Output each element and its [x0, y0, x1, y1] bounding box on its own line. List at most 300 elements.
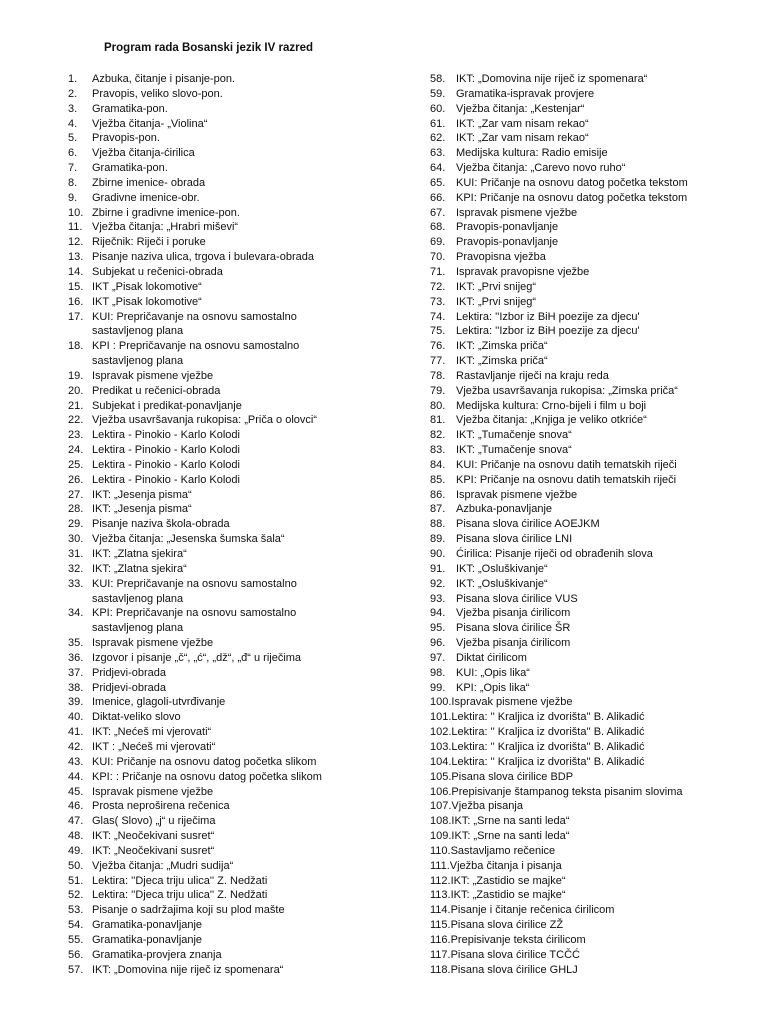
- lesson-text: Vježba čitanja: „Knjiga je veliko otkriće“: [456, 414, 647, 427]
- lesson-text: Vježba čitanja: „Hrabri miševi“: [92, 221, 239, 234]
- lesson-number: 61.: [430, 117, 446, 130]
- lesson-text: IKT „Pisak lokomotive“: [92, 280, 202, 293]
- lesson-text: IKT: „Osluškivanje“: [456, 577, 548, 590]
- lesson-text: IKT: „Nećeš mi vjerovati“: [92, 726, 212, 739]
- lesson-item: [430, 740, 740, 755]
- lesson-number: 99.: [430, 681, 446, 694]
- lesson-text: Pisana slova ćirilice LNI: [456, 533, 573, 546]
- lesson-number: 67.: [430, 206, 446, 219]
- lesson-text: Ispravak pismene vježbe: [92, 785, 214, 798]
- lesson-text: Pravopis-ponavljanje: [456, 236, 559, 249]
- lesson-text: IKT: „Tumačenje snova“: [456, 444, 572, 457]
- lesson-item: [430, 339, 740, 354]
- lesson-item: [68, 146, 368, 161]
- lesson-number: 95.: [430, 622, 446, 635]
- lesson-item: [68, 473, 368, 488]
- lesson-number: 26.: [68, 473, 84, 486]
- lesson-number: 53.: [68, 904, 84, 917]
- lesson-item: [68, 517, 368, 532]
- lesson-item: [430, 502, 740, 517]
- lesson-item: [430, 888, 740, 903]
- lesson-number: 115.: [430, 919, 451, 932]
- lesson-item: [430, 235, 740, 250]
- lesson-text: Riječnik: Riječi i poruke: [92, 236, 206, 249]
- lesson-text: Pridjevi-obrada: [92, 666, 166, 679]
- lesson-item: [68, 814, 368, 829]
- page-title: Program rada Bosanski jezik IV razred: [104, 42, 314, 54]
- lesson-text: IKT: „Prvi snijeg“: [456, 295, 537, 308]
- lesson-number: 8.: [68, 176, 78, 189]
- lesson-item: [68, 903, 368, 918]
- lesson-text: KUI: Pričanje na osnovu datog početka slikom: [92, 755, 317, 768]
- lesson-item: [68, 413, 368, 428]
- lesson-item: [68, 547, 368, 562]
- lesson-item: [430, 532, 740, 547]
- lesson-text: KPI: „Opis lika“: [456, 681, 530, 694]
- lesson-item: [68, 502, 368, 517]
- lesson-number: 109.: [430, 830, 452, 843]
- lesson-number: 27.: [68, 488, 84, 501]
- lesson-text: IKT: „Domovina nije riječ iz spomenara“: [456, 73, 648, 85]
- lesson-item: [430, 250, 740, 265]
- lesson-text: Vježba čitanja-ćirilica: [92, 147, 195, 160]
- lesson-number: 75.: [430, 325, 446, 338]
- lesson-number: 59.: [430, 87, 446, 100]
- lesson-item: [68, 280, 368, 295]
- lesson-item: [430, 517, 740, 532]
- lesson-text: Lektira - Pinokio - Karlo Kolodi: [92, 458, 240, 471]
- lesson-item: [430, 369, 740, 384]
- lesson-number: 107.: [430, 800, 452, 813]
- lesson-text: IKT: „Zimska priča“: [456, 340, 548, 353]
- lesson-text: Pridjevi-obrada: [92, 681, 166, 694]
- lesson-item: [430, 651, 740, 666]
- lesson-text: Pisana slova ćirilice VUS: [456, 592, 578, 605]
- lesson-number: 116.: [430, 933, 451, 946]
- lesson-number: 96.: [430, 637, 446, 650]
- lesson-item: [68, 339, 368, 369]
- lesson-number: 62.: [430, 132, 446, 145]
- lesson-number: 57.: [68, 963, 84, 976]
- lesson-item: [68, 532, 368, 547]
- lesson-text: IKT: „Zlatna sjekira“: [92, 548, 187, 560]
- lesson-item: [430, 384, 740, 399]
- lesson-text: Pisana slova ćirilice ZŽ: [450, 919, 564, 932]
- lesson-text: Lektira - Pinokio - Karlo Kolodi: [92, 429, 240, 442]
- lesson-number: 71.: [430, 265, 446, 278]
- lesson-text: Izgovor i pisanje „č“, „ć“, „dž“, „đ“ u riječima: [92, 651, 302, 664]
- lesson-text: Lektira: '' Kraljica iz dvorišta'' B. Alikadić: [451, 726, 645, 739]
- lesson-number: 11.: [68, 221, 83, 234]
- lesson-item: [430, 874, 740, 889]
- lesson-number: 105.: [430, 770, 452, 783]
- lesson-number: 73.: [430, 295, 446, 308]
- lesson-number: 86.: [430, 488, 446, 501]
- lesson-text: Pravopis, veliko slovo-pon.: [92, 87, 223, 100]
- lesson-item: [68, 161, 368, 176]
- lesson-item: [68, 102, 368, 117]
- lesson-item: [430, 844, 740, 859]
- lesson-number: 21.: [68, 399, 84, 412]
- lesson-number: 42.: [68, 740, 84, 753]
- lesson-item: [430, 681, 740, 696]
- lesson-number: 87.: [430, 503, 446, 516]
- lesson-number: 33.: [68, 577, 84, 590]
- lesson-item: [430, 310, 740, 325]
- lesson-number: 4.: [68, 117, 78, 130]
- lesson-number: 69.: [430, 236, 446, 249]
- lesson-number: 111.: [430, 859, 450, 872]
- lesson-item: [68, 488, 368, 503]
- lesson-text: Ispravak pismene vježbe: [456, 206, 578, 219]
- lesson-text: IKT: „Zar vam nisam rekao“: [456, 117, 589, 130]
- lesson-item: [430, 146, 740, 161]
- lesson-number: 114.: [430, 904, 451, 917]
- lesson-number: 94.: [430, 607, 446, 620]
- lesson-item: [430, 176, 740, 191]
- lesson-item: [68, 963, 368, 978]
- lesson-item: [68, 72, 368, 87]
- lesson-item: [430, 933, 740, 948]
- lesson-number: 24.: [68, 444, 84, 457]
- lesson-list-left: [68, 72, 368, 977]
- lesson-item: [68, 428, 368, 443]
- lesson-text: KPI : Prepričavanje na osnovu samostalno sastavljenog plana: [92, 340, 300, 368]
- lesson-item: [430, 280, 740, 295]
- lesson-item: [68, 250, 368, 265]
- lesson-item: [68, 710, 368, 725]
- lesson-number: 31.: [68, 548, 84, 560]
- lesson-number: 52.: [68, 889, 84, 902]
- lesson-text: IKT: „Zimska priča“: [456, 355, 548, 368]
- lesson-item: [430, 799, 740, 814]
- lesson-item: [430, 547, 740, 562]
- lesson-number: 32.: [68, 562, 84, 575]
- lesson-item: [430, 399, 740, 414]
- lesson-text: Vježba čitanja: „Jesenska šumska šala“: [92, 533, 285, 546]
- lesson-text: Pisana slova ćirilice TCČĆ: [450, 948, 580, 961]
- lesson-text: Pisana slova ćirilice AOEJKM: [456, 518, 600, 531]
- lesson-text: Pravopis-pon.: [92, 132, 160, 145]
- lesson-item: [430, 621, 740, 636]
- lesson-text: Pravopisna vježba: [456, 251, 546, 264]
- lesson-number: 34.: [68, 607, 84, 620]
- lesson-number: 85.: [430, 473, 446, 486]
- lesson-item: [430, 948, 740, 963]
- lesson-number: 97.: [430, 651, 446, 664]
- lesson-number: 108.: [430, 815, 452, 828]
- lesson-text: Ispravak pismene vježbe: [92, 369, 214, 382]
- lesson-number: 60.: [430, 102, 446, 115]
- lesson-item: [430, 458, 740, 473]
- lesson-number: 46.: [68, 800, 84, 813]
- lesson-number: 39.: [68, 696, 84, 709]
- lesson-number: 14.: [68, 265, 84, 278]
- lesson-item: [430, 131, 740, 146]
- lesson-item: [68, 725, 368, 740]
- lesson-item: [68, 844, 368, 859]
- lesson-text: IKT: „Prvi snijeg“: [456, 280, 537, 293]
- lesson-text: Gramatika-provjera znanja: [92, 948, 222, 961]
- lesson-item: [68, 562, 368, 577]
- lesson-item: [430, 770, 740, 785]
- lesson-item: [430, 963, 740, 978]
- lesson-number: 76.: [430, 340, 446, 353]
- lesson-number: 7.: [68, 162, 78, 175]
- lesson-number: 58.: [430, 73, 446, 85]
- lesson-text: IKT: „Neočekivani susret“: [92, 844, 215, 857]
- lesson-number: 29.: [68, 518, 84, 531]
- lesson-text: KUI: „Opis lika“: [456, 666, 530, 679]
- lesson-number: 79.: [430, 384, 446, 397]
- lesson-item: [68, 206, 368, 221]
- lesson-text: Subjekat u rečenici-obrada: [92, 265, 223, 278]
- lesson-item: [68, 131, 368, 146]
- lesson-number: 80.: [430, 399, 446, 412]
- lesson-item: [430, 577, 740, 592]
- lesson-text: Ispravak pismene vježbe: [451, 696, 573, 709]
- lesson-item: [430, 814, 740, 829]
- lesson-text: KUI: Pričanje na osnovu datih tematskih riječi: [456, 458, 677, 471]
- lesson-number: 84.: [430, 458, 446, 471]
- lesson-text: Lektira: ''Djeca triju ulica'' Z. Nedžati: [92, 874, 268, 887]
- lesson-text: Gramatika-pon.: [92, 162, 168, 175]
- lesson-text: IKT: „Tumačenje snova“: [456, 429, 572, 442]
- lesson-item: [430, 695, 740, 710]
- lesson-item: [68, 399, 368, 414]
- lesson-number: 106.: [430, 785, 452, 798]
- lesson-text: Gramatika-ponavljanje: [92, 933, 203, 946]
- lesson-text: Gradivne imenice-obr.: [92, 191, 200, 204]
- lesson-item: [430, 443, 740, 458]
- lesson-item: [68, 443, 368, 458]
- lesson-item: [68, 176, 368, 191]
- lesson-number: 56.: [68, 948, 84, 961]
- lesson-text: KPI: Prepričavanje na osnovu samostalno sastavljenog plana: [92, 607, 297, 635]
- lesson-number: 19.: [68, 369, 84, 382]
- lesson-number: 49.: [68, 844, 84, 857]
- lesson-item: [430, 324, 740, 339]
- lesson-item: [68, 191, 368, 206]
- lesson-text: Prosta neproširena rečenica: [92, 800, 230, 813]
- lesson-text: Vježba usavršavanja rukopisa: „Zimska priča“: [456, 384, 678, 397]
- lesson-text: Gramatika-ispravak provjere: [456, 87, 595, 100]
- lesson-item: [68, 651, 368, 666]
- lesson-text: KUI: Prepričavanje na osnovu samostalno sastavljenog plana: [92, 310, 297, 338]
- lesson-item: [430, 606, 740, 621]
- lesson-item: [430, 755, 740, 770]
- lesson-number: 63.: [430, 147, 446, 160]
- lesson-item: [430, 829, 740, 844]
- lesson-item: [430, 636, 740, 651]
- lesson-item: [430, 206, 740, 221]
- lesson-item: [68, 918, 368, 933]
- lesson-number: 37.: [68, 666, 84, 679]
- lesson-text: Medijska kultura: Radio emisije: [456, 147, 608, 160]
- lesson-text: Subjekat i predikat-ponavljanje: [92, 399, 242, 412]
- lesson-text: IKT: „Jesenja pisma“: [92, 503, 192, 516]
- lesson-number: 44.: [68, 770, 84, 783]
- lesson-number: 117.: [430, 948, 451, 961]
- lesson-text: Gramatika-pon.: [92, 102, 168, 115]
- lesson-item: [68, 666, 368, 681]
- lesson-item: [430, 72, 740, 87]
- lesson-text: KUI: Pričanje na osnovu datog početka tekstom: [456, 176, 688, 189]
- lesson-text: IKT: „Zastidio se majke“: [450, 874, 566, 887]
- lesson-number: 90.: [430, 548, 446, 560]
- lesson-number: 38.: [68, 681, 84, 694]
- lesson-number: 110.: [430, 844, 451, 857]
- lesson-item: [430, 473, 740, 488]
- lesson-text: Vježba čitanja: „Mudri sudija“: [92, 859, 234, 872]
- lesson-text: Ćirilica: Pisanje riječi od obrađenih slova: [456, 548, 653, 560]
- lesson-item: [68, 310, 368, 340]
- lesson-text: IKT „Pisak lokomotive“: [92, 295, 202, 308]
- lesson-list-right: [430, 72, 740, 977]
- lesson-text: Glas( Slovo) „j“ u riječima: [92, 815, 216, 828]
- lesson-item: [68, 265, 368, 280]
- lesson-text: Prepisivanje štampanog teksta pisanim slovima: [451, 785, 683, 798]
- lesson-item: [430, 428, 740, 443]
- lesson-text: Ispravak pismene vježbe: [92, 637, 214, 650]
- lesson-item: [430, 191, 740, 206]
- lesson-text: Prepisivanje teksta ćirilicom: [450, 933, 586, 946]
- lesson-number: 48.: [68, 830, 84, 843]
- lesson-text: IKT: „Srne na santi leda“: [451, 830, 570, 843]
- lesson-number: 3.: [68, 102, 78, 115]
- lesson-number: 70.: [430, 251, 446, 264]
- lesson-item: [68, 829, 368, 844]
- lesson-text: KPI: Pričanje na osnovu datih tematskih riječi: [456, 473, 677, 486]
- lesson-number: 22.: [68, 414, 84, 427]
- lesson-item: [430, 161, 740, 176]
- lesson-text: Azbuka-ponavljanje: [456, 503, 553, 516]
- lesson-number: 47.: [68, 815, 84, 828]
- lesson-item: [430, 413, 740, 428]
- lesson-item: [68, 755, 368, 770]
- lesson-item: [68, 695, 368, 710]
- lesson-text: Lektira - Pinokio - Karlo Kolodi: [92, 444, 240, 457]
- lesson-item: [68, 458, 368, 473]
- lesson-item: [430, 295, 740, 310]
- lesson-number: 64.: [430, 162, 446, 175]
- lesson-item: [430, 265, 740, 280]
- lesson-number: 25.: [68, 458, 84, 471]
- lesson-number: 77.: [430, 355, 446, 368]
- lesson-number: 82.: [430, 429, 446, 442]
- lesson-item: [68, 636, 368, 651]
- lesson-number: 35.: [68, 637, 84, 650]
- lesson-number: 103.: [430, 740, 452, 753]
- lesson-text: Azbuka, čitanje i pisanje-pon.: [92, 73, 236, 85]
- lesson-text: Ispravak pravopisne vježbe: [456, 265, 590, 278]
- lesson-item: [430, 87, 740, 102]
- lesson-item: [68, 740, 368, 755]
- lesson-number: 81.: [430, 414, 446, 427]
- lesson-number: 78.: [430, 369, 446, 382]
- lesson-number: 88.: [430, 518, 446, 531]
- lesson-item: [68, 888, 368, 903]
- lesson-text: Diktat ćirilicom: [456, 651, 527, 664]
- lesson-item: [430, 725, 740, 740]
- lesson-item: [68, 859, 368, 874]
- lesson-number: 15.: [68, 280, 84, 293]
- lesson-text: IKT: „Osluškivanje“: [456, 562, 548, 575]
- lesson-number: 54.: [68, 919, 84, 932]
- lesson-text: Vježba čitanja i pisanja: [449, 859, 562, 872]
- lesson-text: Vježba pisanja ćirilicom: [456, 637, 571, 650]
- lesson-text: Imenice, glagoli-utvrđivanje: [92, 696, 226, 709]
- lesson-number: 65.: [430, 176, 446, 189]
- lesson-number: 13.: [68, 251, 84, 264]
- lesson-item: [430, 592, 740, 607]
- lesson-item: [430, 710, 740, 725]
- lesson-text: KPI: Pričanje na osnovu datog početka tekstom: [456, 191, 688, 204]
- lesson-number: 30.: [68, 533, 84, 546]
- lesson-text: KPI: : Pričanje na osnovu datog početka slikom: [92, 770, 322, 783]
- lesson-text: IKT: „Zastidio se majke“: [450, 889, 566, 902]
- lesson-item: [68, 295, 368, 310]
- lesson-number: 41.: [68, 726, 84, 739]
- lesson-number: 113.: [430, 889, 451, 902]
- lesson-text: Vježba čitanja: „Carevo novo ruho“: [456, 162, 626, 175]
- lesson-item: [68, 235, 368, 250]
- lesson-text: Diktat-veliko slovo: [92, 711, 181, 724]
- lesson-text: IKT: „Zar vam nisam rekao“: [456, 132, 589, 145]
- lesson-item: [68, 384, 368, 399]
- lesson-item: [430, 354, 740, 369]
- lesson-number: 16.: [68, 295, 84, 308]
- lesson-text: IKT: „Neočekivani susret“: [92, 830, 215, 843]
- lesson-text: IKT: „Domovina nije riječ iz spomenara“: [92, 963, 284, 976]
- lesson-number: 68.: [430, 221, 446, 234]
- lesson-number: 43.: [68, 755, 84, 768]
- lesson-text: IKT: „Srne na santi leda“: [451, 815, 570, 828]
- lesson-number: 51.: [68, 874, 84, 887]
- lesson-number: 40.: [68, 711, 84, 724]
- lesson-number: 66.: [430, 191, 446, 204]
- lesson-number: 12.: [68, 236, 84, 249]
- lesson-text: IKT: „Zlatna sjekira“: [92, 562, 187, 575]
- lesson-item: [430, 666, 740, 681]
- lesson-text: Pisanje naziva ulica, trgova i bulevara-obrada: [92, 251, 314, 264]
- lesson-text: Zbirne i gradivne imenice-pon.: [92, 206, 240, 219]
- lesson-number: 9.: [68, 191, 78, 204]
- lesson-text: Pisanje naziva škola-obrada: [92, 518, 230, 531]
- lesson-text: Pisanje o sadržajima koji su plod mašte: [92, 904, 285, 917]
- lesson-text: Pisana slova ćirilice ŠR: [456, 622, 571, 635]
- lesson-number: 1.: [68, 73, 78, 85]
- lesson-text: Vježba čitanja- „Violina“: [92, 117, 208, 130]
- lesson-item: [68, 948, 368, 963]
- lesson-number: 72.: [430, 280, 446, 293]
- lesson-text: Medijska kultura: Crno-bijeli i film u boji: [456, 399, 647, 412]
- lesson-text: Lektira: ''Izbor iz BiH poezije za djecu': [456, 325, 640, 338]
- lesson-item: [430, 903, 740, 918]
- lesson-item: [68, 770, 368, 785]
- lesson-text: Lektira: ''Izbor iz BiH poezije za djecu': [456, 310, 640, 323]
- lesson-text: Pisana slova ćirilice BDP: [451, 770, 574, 783]
- lesson-number: 6.: [68, 147, 78, 160]
- lesson-number: 112.: [430, 874, 451, 887]
- lesson-item: [430, 562, 740, 577]
- lesson-number: 10.: [68, 206, 84, 219]
- lesson-number: 36.: [68, 651, 84, 664]
- lesson-number: 92.: [430, 577, 446, 590]
- lesson-text: Rastavljanje riječi na kraju reda: [456, 369, 609, 382]
- lesson-item: [430, 859, 740, 874]
- lesson-number: 50.: [68, 859, 84, 872]
